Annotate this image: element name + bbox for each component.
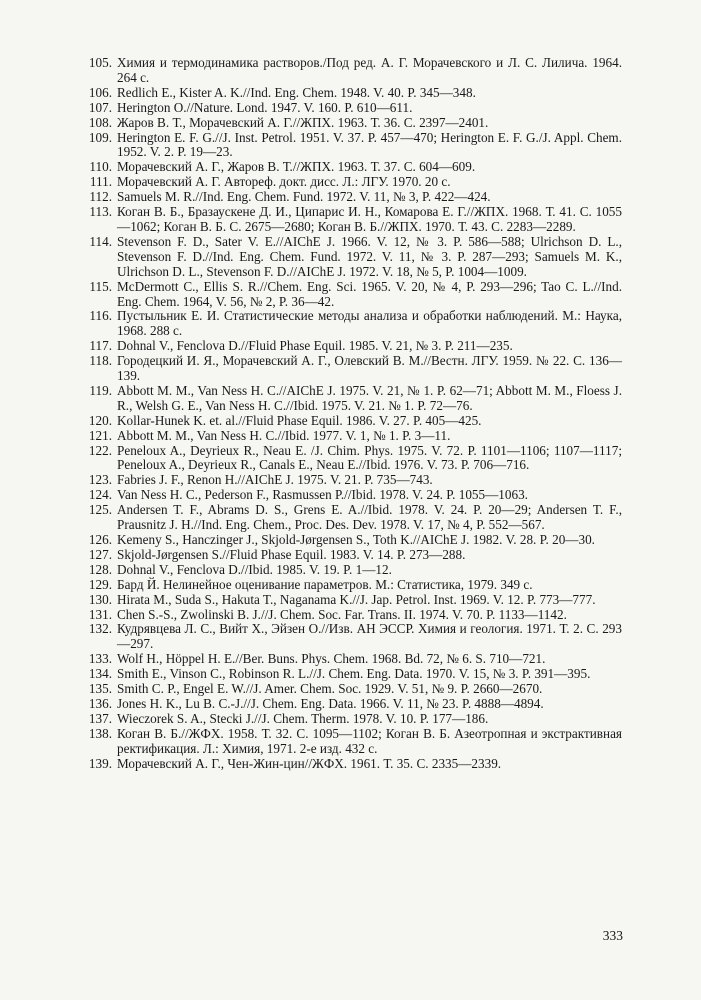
reference-text: Kemeny S., Hanczinger J., Skjold-Jørgensen S., Toth K.//AIChE J. 1982. V. 28. P. 20—30. bbox=[117, 532, 595, 547]
reference-number: 109. bbox=[88, 129, 112, 145]
reference-item bbox=[82, 205, 622, 235]
reference-text: Smith C. P., Engel E. W.//J. Amer. Chem. Soc. 1929. V. 51, № 9. P. 2660—2670. bbox=[117, 681, 543, 697]
reference-number: 117. bbox=[89, 338, 112, 354]
reference-item bbox=[82, 131, 622, 161]
reference-item bbox=[82, 727, 622, 757]
reference-item bbox=[82, 473, 622, 488]
reference-number: 121. bbox=[88, 427, 112, 443]
reference-item bbox=[82, 384, 622, 414]
reference-text: Chen S.-S., Zwolinski B. J.//J. Chem. Soc. Far. Trans. II. 1974. V. 70. P. 1133—1142. bbox=[117, 606, 567, 622]
reference-item bbox=[82, 712, 622, 727]
reference-number: 136. bbox=[88, 695, 112, 711]
reference-text: Stevenson F. D., Sater V. E.//AIChE J. 1966. V. 12, № 3. P. 586—588; Ulrichson D. L., Stevenson F. D.//Ind. Eng. Chem. Fund. 1972. V. 11, № 3. P. 287—293; Samuels M. K., Ulrichson D. L., Stevenson F. D.//AIChE J. 1972. V. 18, № 5, P. 1004—1009. bbox=[117, 233, 622, 279]
reference-number: 118. bbox=[89, 353, 112, 369]
reference-item bbox=[82, 280, 622, 310]
reference-number: 125. bbox=[88, 502, 112, 518]
reference-number: 107. bbox=[88, 99, 112, 115]
reference-item bbox=[82, 339, 622, 354]
reference-number: 139. bbox=[88, 755, 112, 771]
reference-text: Jones H. K., Lu B. C.-J.//J. Chem. Eng. Data. 1966. V. 11, № 23. P. 4888—4894. bbox=[117, 695, 544, 711]
reference-text: Dohnal V., Fenclova D.//Fluid Phase Equil. 1985. V. 21, № 3. P. 211—235. bbox=[117, 338, 513, 354]
reference-text: Dohnal V., Fenclova D.//Ibid. 1985. V. 19. P. 1—12. bbox=[117, 561, 392, 577]
reference-text: McDermott C., Ellis S. R.//Chem. Eng. Sci. 1965. V. 20, № 4, P. 293—296; Tao C. L.//Ind. Eng. Chem. 1964, V. 56, № 2, P. 36—42. bbox=[117, 278, 622, 309]
reference-item bbox=[82, 652, 622, 667]
reference-text: Морачевский А. Г. Автореф. докт. дисс. Л.: ЛГУ. 1970. 20 с. bbox=[117, 174, 451, 190]
reference-text: Морачевский А. Г., Жаров В. Т.//ЖПХ. 1963. Т. 37. С. 604—609. bbox=[117, 159, 476, 175]
reference-number: 126. bbox=[88, 532, 112, 547]
reference-text: Van Ness H. C., Pederson F., Rasmussen P.//Ibid. 1978. V. 24. P. 1055—1063. bbox=[117, 487, 528, 503]
reference-text: Коган В. Б.//ЖФХ. 1958. Т. 32. С. 1095—1102; Коган В. Б. Азеотропная и экстрактивная ректификация. Л.: Химия, 1971. 2-е изд. 432 с. bbox=[117, 725, 622, 756]
reference-number: 123. bbox=[88, 472, 112, 488]
reference-item bbox=[82, 608, 622, 623]
reference-text: Wieczorek S. A., Stecki J.//J. Chem. Therm. 1978. V. 10. P. 177—186. bbox=[117, 710, 489, 726]
reference-text: Abbott M. M., Van Ness H. C.//AIChE J. 1975. V. 21, № 1. P. 62—71; Abbott M. M., Floess J. R., Welsh G. E., Van Ness H. C.//Ibid. 1975. V. 21. № 1. P. 72—76. bbox=[117, 382, 622, 413]
reference-text: Коган В. Б., Бразаускене Д. И., Ципарис И. Н., Комарова Е. Г.//ЖПХ. 1968. Т. 41. С. 1055—1062; Коган В. Б. С. 2675—2680; Коган В. Б.//ЖПХ. 1970. Т. 43. С. 2283—2289. bbox=[117, 204, 622, 234]
reference-number: 130. bbox=[88, 591, 112, 607]
reference-item bbox=[82, 190, 622, 205]
reference-text: Кудрявцева Л. С., Вийт Х., Эйзен О.//Изв. АН ЭССР. Химия и геология. 1971. Т. 2. С. 293—297. bbox=[117, 621, 622, 652]
reference-text: Herington E. F. G.//J. Inst. Petrol. 1951. V. 37. P. 457—470; Herington E. F. G./J. Appl. Chem. 1952. V. 2. P. 19—23. bbox=[117, 129, 622, 160]
reference-text: Herington O.//Nature. Lond. 1947. V. 160. P. 610—611. bbox=[117, 99, 413, 115]
reference-item bbox=[82, 175, 622, 190]
reference-item bbox=[82, 116, 622, 131]
reference-text: Морачевский А. Г., Чен-Жин-цин//ЖФХ. 1961. Т. 35. С. 2335—2339. bbox=[117, 755, 502, 771]
reference-item bbox=[82, 160, 622, 175]
reference-item bbox=[82, 56, 622, 86]
reference-text: Пустыльник Е. И. Статистические методы анализа и обработки наблюдений. М.: Наука, 1968. 288 с. bbox=[117, 308, 622, 339]
reference-item bbox=[82, 503, 622, 533]
reference-item bbox=[82, 593, 622, 608]
reference-item bbox=[82, 682, 622, 697]
reference-number: 105. bbox=[88, 55, 112, 70]
reference-item bbox=[82, 757, 622, 772]
reference-item bbox=[82, 667, 622, 682]
reference-text: Городецкий И. Я., Морачевский А. Г., Олевский В. М.//Вестн. ЛГУ. 1959. № 22. С. 136—139. bbox=[117, 353, 622, 384]
reference-number: 111. bbox=[89, 174, 112, 190]
page-number: 333 bbox=[602, 928, 623, 943]
reference-number: 133. bbox=[88, 651, 112, 667]
reference-text: Химия и термодинамика растворов./Под ред. А. Г. Морачевского и Л. С. Лилича. 1964. 264 с. bbox=[117, 55, 622, 85]
reference-item bbox=[82, 488, 622, 503]
reference-item bbox=[82, 563, 622, 578]
reference-text: Fabries J. F., Renon H.//AIChE J. 1975. V. 21. P. 735—743. bbox=[117, 472, 433, 488]
reference-number: 135. bbox=[88, 681, 112, 697]
reference-number: 113. bbox=[89, 204, 112, 220]
reference-number: 129. bbox=[88, 576, 112, 592]
reference-item bbox=[82, 444, 622, 474]
reference-number: 108. bbox=[88, 114, 112, 130]
reference-item bbox=[82, 86, 622, 101]
reference-number: 122. bbox=[88, 442, 112, 458]
reference-text: Wolf H., Höppel H. E.//Ber. Buns. Phys. Chem. 1968. Bd. 72, № 6. S. 710—721. bbox=[117, 651, 546, 667]
reference-text: Kollar-Hunek K. et. al.//Fluid Phase Equil. 1986. V. 27. P. 405—425. bbox=[117, 412, 482, 428]
reference-number: 110. bbox=[89, 159, 112, 175]
reference-text: Redlich E., Kister A. K.//Ind. Eng. Chem. 1948. V. 40. P. 345—348. bbox=[117, 84, 476, 100]
reference-item bbox=[82, 354, 622, 384]
reference-item bbox=[82, 548, 622, 563]
reference-item bbox=[82, 235, 622, 280]
reference-number: 132. bbox=[88, 621, 112, 637]
reference-text: Жаров В. Т., Морачевский А. Г.//ЖПХ. 1963. Т. 36. С. 2397—2401. bbox=[117, 114, 489, 130]
reference-number: 116. bbox=[89, 308, 112, 324]
reference-number: 127. bbox=[88, 546, 112, 562]
reference-number: 128. bbox=[88, 561, 112, 577]
reference-item bbox=[82, 429, 622, 444]
reference-number: 124. bbox=[88, 487, 112, 503]
reference-number: 134. bbox=[88, 666, 112, 682]
reference-item bbox=[82, 622, 622, 652]
reference-text: Samuels M. R.//Ind. Eng. Chem. Fund. 1972. V. 11, № 3, P. 422—424. bbox=[117, 189, 491, 205]
reference-text: Smith E., Vinson C., Robinson R. L.//J. Chem. Eng. Data. 1970. V. 15, № 3. P. 391—395. bbox=[117, 666, 591, 682]
reference-item bbox=[82, 101, 622, 116]
reference-number: 112. bbox=[89, 189, 112, 205]
reference-number: 131. bbox=[88, 606, 112, 622]
reference-number: 106. bbox=[88, 84, 112, 100]
reference-item bbox=[82, 578, 622, 593]
reference-text: Abbott M. M., Van Ness H. C.//Ibid. 1977. V. 1, № 1. P. 3—11. bbox=[117, 427, 451, 443]
reference-item bbox=[82, 309, 622, 339]
reference-item bbox=[82, 414, 622, 429]
reference-text: Skjold-Jørgensen S.//Fluid Phase Equil. 1983. V. 14. P. 273—288. bbox=[117, 546, 466, 562]
reference-text: Бард Й. Нелинейное оценивание параметров. М.: Статистика, 1979. 349 с. bbox=[117, 576, 533, 592]
reference-text: Peneloux A., Deyrieux R., Neau E. /J. Chim. Phys. 1975. V. 72. P. 1101—1106; 1107—1117; Peneloux A., Deyrieux R., Canals E., Neau E.//Ibid. 1976. V. 73. P. 706—716. bbox=[117, 442, 622, 473]
reference-number: 138. bbox=[88, 725, 112, 741]
reference-list bbox=[82, 56, 622, 772]
reference-item bbox=[82, 697, 622, 712]
reference-text: Hirata M., Suda S., Hakuta T., Naganama K.//J. Jap. Petrol. Inst. 1969. V. 12. P. 773—777. bbox=[117, 591, 596, 607]
reference-text: Andersen T. F., Abrams D. S., Grens E. A.//Ibid. 1978. V. 24. P. 20—29; Andersen T. F., Prausnitz J. H.//Ind. Eng. Chem., Proc. Des. Dev. 1978. V. 17, № 4, P. 552—567. bbox=[117, 502, 622, 533]
reference-number: 114. bbox=[89, 233, 112, 249]
reference-number: 137. bbox=[88, 710, 112, 726]
reference-number: 120. bbox=[88, 412, 112, 428]
reference-number: 119. bbox=[89, 382, 112, 398]
reference-item bbox=[82, 533, 622, 548]
reference-number: 115. bbox=[89, 278, 112, 294]
